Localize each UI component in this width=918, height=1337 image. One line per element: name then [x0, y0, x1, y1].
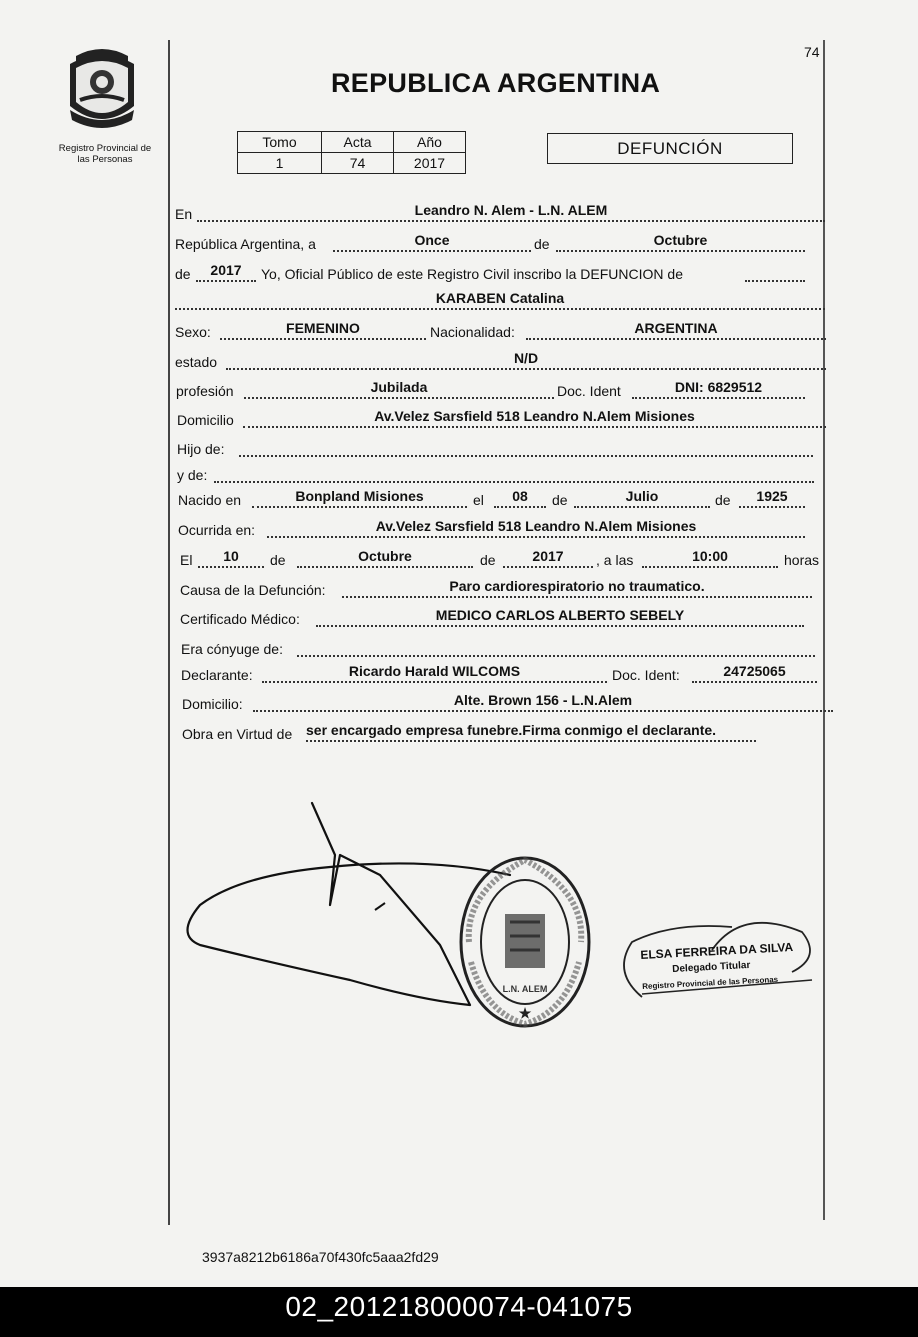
- doc-label: Doc. Ident: [557, 383, 621, 399]
- conyuge-field: [297, 637, 815, 657]
- anio-header: Año: [394, 132, 466, 153]
- hijo-label: Hijo de:: [177, 441, 225, 457]
- decl-doc-label: Doc. Ident:: [612, 667, 680, 683]
- declarante-field: Ricardo Harald WILCOMS: [262, 663, 607, 683]
- en-label: En: [175, 206, 193, 222]
- row-hijo: [0, 437, 918, 461]
- row-fecha: [0, 232, 918, 256]
- row-conyuge: [0, 637, 918, 661]
- official-office: Registro Provincial de las Personas: [642, 974, 779, 991]
- tomo-header: Tomo: [238, 132, 322, 153]
- page-number: 74: [804, 44, 820, 60]
- obra-field: ser encargado empresa funebre.Firma conmigo el declarante.: [306, 722, 756, 742]
- row-profesion: [0, 379, 918, 403]
- def-de2-label: de: [480, 552, 496, 568]
- row-declarante: [0, 663, 918, 687]
- anio-field: 2017: [196, 262, 256, 282]
- obra-label: Obra en Virtud de: [182, 726, 293, 742]
- misiones-coat-of-arms-logo: [62, 44, 142, 134]
- en-field: Leandro N. Alem - L.N. ALEM: [197, 202, 825, 222]
- nac-de-label: de: [552, 492, 568, 508]
- declarante-label: Declarante:: [181, 667, 253, 683]
- causa-label: Causa de la Defunción:: [180, 582, 326, 598]
- de-label: de: [534, 236, 550, 252]
- conyuge-label: Era cónyuge de:: [181, 641, 283, 657]
- record-table-value-row: [238, 153, 466, 174]
- def-dia-field: 10: [198, 548, 264, 568]
- def-de-label: de: [270, 552, 286, 568]
- row-obra: [0, 722, 918, 746]
- file-id-label: 02_201218000074-041075: [285, 1291, 633, 1322]
- nac-anio-field: 1925: [739, 488, 805, 508]
- nac-dia-field: 08: [494, 488, 546, 508]
- row-yde: [0, 463, 918, 487]
- row-estado: [0, 350, 918, 374]
- nacido-field: Bonpland Misiones: [252, 488, 467, 508]
- row-fecha-defuncion: [0, 548, 918, 572]
- nacionalidad-field: ARGENTINA: [526, 320, 826, 340]
- estado-label: estado: [175, 354, 218, 370]
- official-name: ELSA FERREIRA DA SILVA: [640, 939, 794, 962]
- def-mes-field: Octubre: [297, 548, 473, 568]
- nacionalidad-label: Nacionalidad:: [430, 324, 515, 340]
- profesion-label: profesión: [176, 383, 234, 399]
- svg-text:L.N. ALEM: L.N. ALEM: [502, 984, 548, 994]
- row-oficial: [0, 262, 918, 286]
- row-nacido: [0, 488, 918, 512]
- republica-label: República Argentina, a: [175, 236, 316, 252]
- certificado-label: Certificado Médico:: [180, 611, 300, 627]
- row-en: [0, 202, 918, 226]
- logo-caption: Registro Provincial de las Personas: [58, 143, 152, 165]
- row-decl-domicilio: [0, 692, 918, 716]
- ocurrida-field: Av.Velez Sarsfield 518 Leandro N.Alem Misiones: [267, 518, 805, 538]
- dia-field: Once: [333, 232, 531, 252]
- row-certificado: [0, 607, 918, 631]
- de2-label: de: [175, 266, 191, 282]
- record-type-box: DEFUNCIÓN: [547, 133, 793, 164]
- sexo-label: Sexo:: [175, 324, 211, 340]
- document-hash: 3937a8212b6186a70f430fc5aaa2fd29: [202, 1249, 439, 1265]
- row-sexo: [0, 320, 918, 344]
- decl-domicilio-label: Domicilio:: [182, 696, 243, 712]
- svg-text:★: ★: [518, 1005, 532, 1021]
- mes-field: Octubre: [556, 232, 805, 252]
- anio-value: 2017: [394, 153, 466, 174]
- record-reference-table: [237, 131, 466, 174]
- El-label: El: [180, 552, 193, 568]
- domicilio-label: Domicilio: [177, 412, 234, 428]
- registry-seal: [455, 852, 595, 1032]
- oficial-text: Yo, Oficial Público de este Registro Civil inscribo la DEFUNCION de: [261, 266, 683, 282]
- nombre-field: KARABEN Catalina: [175, 290, 825, 310]
- defuncion-de-blank: [745, 262, 805, 282]
- row-domicilio: [0, 408, 918, 432]
- decl-doc-field: 24725065: [692, 663, 817, 683]
- ocurrida-label: Ocurrida en:: [178, 522, 256, 538]
- hora-field: 10:00: [642, 548, 778, 568]
- row-nombre: [0, 290, 918, 314]
- nac-de2-label: de: [715, 492, 731, 508]
- alas-label: , a las: [596, 552, 634, 568]
- file-id-bar: [0, 1287, 918, 1337]
- row-ocurrida: [0, 518, 918, 542]
- acta-value: 74: [322, 153, 394, 174]
- acta-header: Acta: [322, 132, 394, 153]
- document-title: REPUBLICA ARGENTINA: [331, 68, 661, 98]
- yde-field: [214, 463, 814, 483]
- horas-label: horas: [784, 552, 820, 568]
- certificado-field: MEDICO CARLOS ALBERTO SEBELY: [316, 607, 804, 627]
- nacido-label: Nacido en: [178, 492, 242, 508]
- decl-domicilio-field: Alte. Brown 156 - L.N.Alem: [253, 692, 833, 712]
- def-anio-field: 2017: [503, 548, 593, 568]
- yde-label: y de:: [177, 467, 208, 483]
- profesion-field: Jubilada: [244, 379, 554, 399]
- el-label: el: [473, 492, 484, 508]
- estado-field: N/D: [226, 350, 826, 370]
- hijo-field: [239, 437, 813, 457]
- nac-mes-field: Julio: [574, 488, 710, 508]
- causa-field: Paro cardiorespiratorio no traumatico.: [342, 578, 812, 598]
- row-causa: [0, 578, 918, 602]
- doc-field: DNI: 6829512: [632, 379, 805, 399]
- sexo-field: FEMENINO: [220, 320, 426, 340]
- record-table-header-row: [238, 132, 466, 153]
- domicilio-field: Av.Velez Sarsfield 518 Leandro N.Alem Misiones: [243, 408, 826, 428]
- tomo-value: 1: [238, 153, 322, 174]
- official-role: Delegado Titular: [672, 959, 751, 975]
